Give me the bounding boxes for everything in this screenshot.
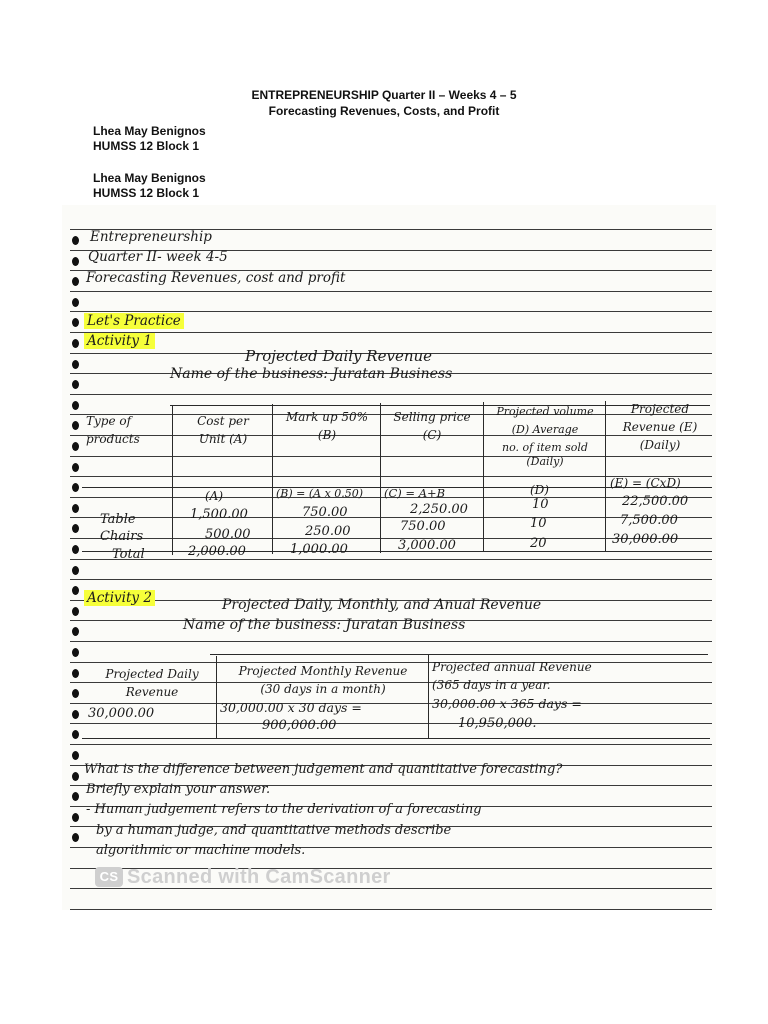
ruled-line [70, 909, 712, 910]
binder-hole [72, 669, 79, 678]
binder-hole [72, 813, 79, 822]
student-block-1 [93, 124, 206, 154]
binder-hole [72, 401, 79, 410]
daily-revenue-value: 30,000.00 [88, 706, 155, 721]
annual-revenue-value: 10,950,000. [458, 716, 537, 731]
binder-hole [72, 710, 79, 719]
row-volume: 10 [532, 497, 549, 512]
student-section: HUMSS 12 Block 1 [93, 139, 200, 153]
row-item: Total [112, 547, 145, 562]
row-price: 750.00 [400, 519, 446, 534]
document-subtitle: Forecasting Revenues, Costs, and Profit [268, 104, 500, 118]
binder-hole [72, 257, 79, 266]
ruled-line [70, 517, 712, 518]
note-line-quarter: Quarter II- week 4-5 [88, 249, 228, 265]
document-title: ENTREPRENEURSHIP Quarter II – Weeks 4 – 5 [251, 88, 517, 102]
binder-hole [72, 442, 79, 451]
activity1-heading: Activity 1 [84, 333, 155, 349]
activity2-title: Projected Daily, Monthly, and Anual Revenue [222, 597, 542, 613]
student-name: Lhea May Benignos [93, 124, 206, 138]
row-markup: 250.00 [305, 524, 351, 539]
student-name: Lhea May Benignos [93, 171, 206, 185]
row-price: 2,250.00 [410, 502, 468, 517]
row-cost: 500.00 [205, 527, 251, 542]
header-cost: Cost per Unit (A) [197, 414, 249, 446]
question-line-1: What is the difference between judgement and quantitative forecasting? [84, 762, 563, 777]
note-line-topic: Forecasting Revenues, cost and profit [86, 270, 346, 286]
formula-volume: (D) [530, 483, 549, 497]
answer-line-1: - Human judgement refers to the derivation of a forecasting [86, 802, 482, 817]
binder-hole [72, 339, 79, 348]
binder-hole [72, 607, 79, 616]
ruled-line [70, 744, 712, 745]
header-price: Selling price (C) [393, 410, 471, 442]
annual-revenue-formula: 30,000.00 x 365 days = [432, 696, 582, 711]
ruled-line [70, 703, 712, 704]
row-revenue: 22,500.00 [622, 494, 689, 509]
row-cost: 1,500.00 [190, 507, 248, 522]
row-cost: 2,000.00 [188, 544, 246, 559]
binder-hole [72, 566, 79, 575]
row-markup: 750.00 [302, 505, 348, 520]
activity2-heading: Activity 2 [84, 590, 155, 606]
header-revenue: Projected Revenue (E) (Daily) [622, 402, 698, 452]
header-markup: Mark up 50% (B) [285, 410, 369, 442]
answer-line-3: algorithmic or machine models. [96, 843, 306, 858]
header-volume: Projected volume (D) Average no. of item sold (Daily) [496, 405, 594, 468]
student-block-2 [93, 171, 206, 201]
question-line-2: Briefly explain your answer. [86, 782, 271, 797]
activity1-title: Projected Daily Revenue [245, 347, 433, 365]
binder-hole [72, 772, 79, 781]
daily-revenue-header: Projected Daily Revenue [105, 667, 199, 699]
camscanner-logo: CS [95, 867, 123, 887]
binder-hole [72, 504, 79, 513]
ruled-line [70, 579, 712, 580]
annual-revenue-header: Projected annual Revenue (365 days in a year. [432, 660, 592, 692]
monthly-revenue-value: 900,000.00 [262, 718, 337, 733]
formula-markup: (B) = (A x 0.50) [276, 487, 364, 500]
binder-hole [72, 463, 79, 472]
monthly-revenue-formula: 30,000.00 x 30 days = [220, 700, 362, 715]
binder-hole [72, 648, 79, 657]
activity1-business: Name of the business: Juratan Business [170, 366, 453, 382]
monthly-revenue-header: Projected Monthly Revenue (30 days in a month) [238, 664, 408, 696]
formula-revenue: (E) = (CxD) [610, 476, 681, 490]
binder-hole [72, 298, 79, 307]
row-markup: 1,000.00 [290, 542, 348, 557]
binder-hole [72, 751, 79, 760]
row-volume: 20 [530, 536, 547, 551]
ruled-line [70, 723, 712, 724]
note-line-subject: Entrepreneurship [90, 229, 212, 245]
row-volume: 10 [530, 516, 547, 531]
activity2-business: Name of the business: Juratan Business [183, 617, 466, 633]
row-revenue: 30,000.00 [612, 532, 679, 547]
binder-hole [72, 545, 79, 554]
row-revenue: 7,500.00 [620, 513, 678, 528]
header-type: Type of products [86, 414, 140, 446]
binder-hole [72, 360, 79, 369]
ruled-line [70, 291, 712, 292]
practice-heading: Let's Practice [84, 313, 184, 329]
row-item: Chairs [100, 529, 144, 544]
ruled-line [70, 332, 712, 333]
ruled-line [70, 641, 712, 642]
binder-hole [72, 236, 79, 245]
formula-price: (C) = A+B [384, 486, 446, 500]
watermark-text: Scanned with CamScanner [127, 866, 391, 888]
student-section: HUMSS 12 Block 1 [93, 186, 200, 200]
ruled-line [70, 559, 712, 560]
formula-cost: (A) [205, 489, 224, 503]
ruled-line [70, 394, 712, 395]
ruled-line [70, 456, 712, 457]
answer-line-2: by a human judge, and quantitative methods describe [96, 823, 452, 838]
row-price: 3,000.00 [398, 538, 456, 553]
camscanner-watermark [95, 866, 391, 889]
row-item: Table [100, 512, 136, 527]
